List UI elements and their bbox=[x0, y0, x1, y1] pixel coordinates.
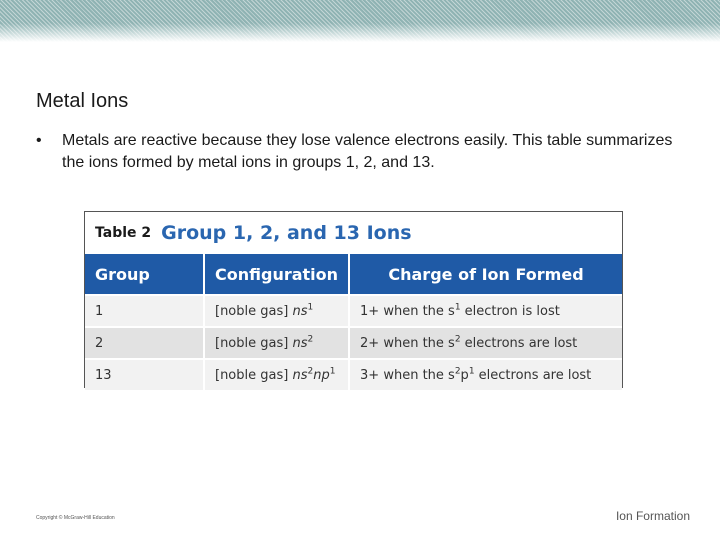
cell-charge: 3+ when the $s^2p^1$ electrons are lost bbox=[349, 359, 622, 390]
cell-group: 1 bbox=[85, 295, 204, 327]
table-label: Table 2 bbox=[95, 225, 152, 241]
table-header-row bbox=[85, 254, 622, 295]
bullet-icon: • bbox=[36, 132, 42, 149]
cell-charge: 2+ when the $s^2$ electrons are lost bbox=[349, 327, 622, 359]
table-row bbox=[85, 327, 622, 359]
ion-table bbox=[84, 211, 623, 388]
table-row bbox=[85, 359, 622, 390]
header-group: Group bbox=[85, 254, 204, 295]
cell-configuration: [noble gas] $ns^1$ bbox=[204, 295, 349, 327]
cell-group: 2 bbox=[85, 327, 204, 359]
cell-configuration: [noble gas] $ns^2$ bbox=[204, 327, 349, 359]
copyright-notice: Copyright © McGraw-Hill Education bbox=[36, 515, 115, 521]
footer-section-title: Ion Formation bbox=[615, 509, 690, 523]
cell-group: 13 bbox=[85, 359, 204, 390]
table-caption bbox=[85, 212, 622, 254]
bullet-item bbox=[36, 130, 676, 174]
slide-title: Metal Ions bbox=[36, 90, 129, 112]
table-row bbox=[85, 295, 622, 327]
cell-configuration: [noble gas] $ns^2np^1$ bbox=[204, 359, 349, 390]
table-title: Group 1, 2, and 13 Ions bbox=[161, 222, 412, 244]
decorative-top-band bbox=[0, 0, 720, 42]
cell-charge: 1+ when the $s^1$ electron is lost bbox=[349, 295, 622, 327]
ion-data-table bbox=[85, 254, 622, 390]
header-charge: Charge of Ion Formed bbox=[349, 254, 622, 295]
bullet-text: Metals are reactive because they lose valence electrons easily. This table summarizes the ions formed by metal ions in groups 1, 2, and 13. bbox=[62, 132, 673, 171]
header-configuration: Configuration bbox=[204, 254, 349, 295]
